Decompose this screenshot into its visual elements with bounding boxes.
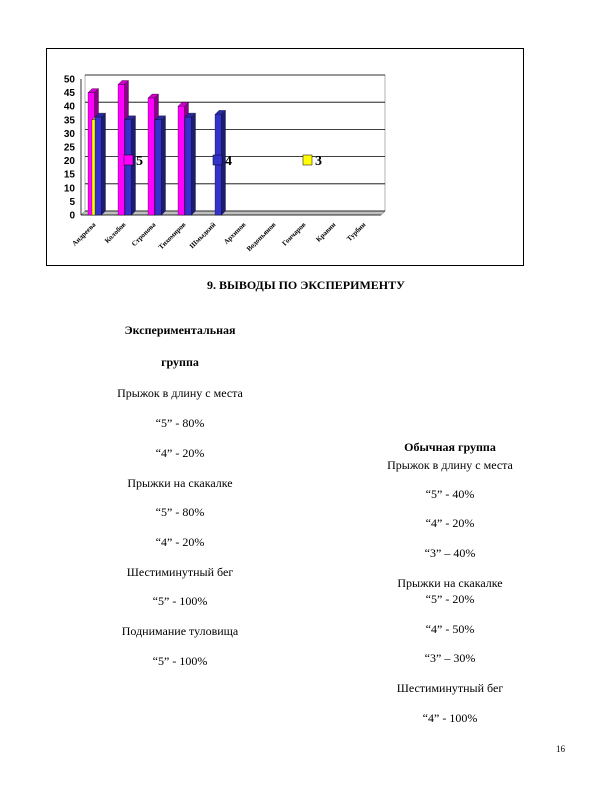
chart-y-tick-label: 20 (63, 156, 75, 168)
chart-y-tick-label: 5 (69, 196, 75, 208)
regular-group-title: Обычная группа (404, 440, 496, 454)
chart-x-tick-label: Андреева (70, 220, 98, 248)
experimental-line: Поднимание туловища (121, 624, 239, 638)
chart-x-tick-label: Шмыдкий (188, 220, 218, 251)
experimental-line: Шестиминутный бег (126, 565, 234, 579)
chart-y-tick-label: 45 (63, 88, 75, 100)
regular-line: “3” – 40% (424, 546, 476, 560)
regular-line: “4” - 100% (422, 711, 478, 725)
legend-swatch-5 (124, 155, 133, 165)
chart-y-tick-label: 50 (63, 74, 75, 86)
experimental-line: “5” - 100% (152, 654, 208, 668)
chart-y-tick-label: 15 (63, 169, 75, 181)
regular-line: “5” - 20% (425, 592, 475, 606)
chart-x-tick-label: Водопьянов (245, 220, 278, 254)
bar-series-5 (118, 84, 125, 215)
chart-x-tick-label: Колобов (103, 220, 128, 245)
bar-series-5 (178, 106, 185, 215)
experimental-line: Прыжки на скакалке (127, 476, 233, 490)
experimental-line: “5” - 80% (155, 505, 205, 519)
chart-x-tick-label: Архипов (222, 220, 248, 246)
legend-label-3: 3 (315, 154, 322, 169)
regular-line: Прыжки на скакалке (397, 576, 503, 590)
bar-side-4 (162, 116, 166, 215)
chart-svg (47, 49, 523, 265)
bar-side-4 (102, 113, 106, 215)
chart-y-tick-label: 0 (69, 210, 75, 222)
chart-x-tick-label: Гончаров (280, 220, 308, 248)
chart-y-tick-label: 10 (63, 183, 75, 195)
bar-chart (46, 48, 524, 266)
chart-x-tick-label: Турбин (345, 220, 368, 243)
regular-line: “5” - 40% (425, 487, 475, 501)
regular-line: Прыжок в длину с места (387, 458, 513, 472)
legend-label-5: 5 (136, 154, 143, 169)
page-number: 16 (556, 744, 565, 754)
legend-swatch-4 (213, 155, 222, 165)
bar-series-5 (148, 98, 155, 215)
bar-side-4 (132, 116, 136, 215)
bar-side-4 (192, 113, 196, 215)
legend-label-4: 4 (225, 154, 232, 169)
chart-y-tick-label: 30 (63, 128, 75, 140)
chart-y-tick-label: 40 (63, 101, 75, 113)
experimental-group-title-line1: Экспериментальная (124, 323, 236, 337)
bar-series-4 (125, 120, 132, 215)
experimental-line: “4” - 20% (155, 446, 205, 460)
bar-series-4 (155, 120, 162, 215)
bar-series-4 (95, 117, 102, 215)
bar-series-4 (185, 117, 192, 215)
chart-y-tick-label: 35 (63, 115, 75, 127)
chart-x-tick-label: Тихомиров (157, 220, 188, 252)
regular-line: “3” – 30% (424, 651, 476, 665)
chart-y-tick-label: 25 (63, 142, 75, 154)
experimental-line: “4” - 20% (155, 535, 205, 549)
legend-swatch-3 (303, 155, 312, 165)
experimental-line: “5” - 80% (155, 416, 205, 430)
regular-line: Шестиминутный бег (396, 681, 504, 695)
chart-x-tick-label: Кравин (314, 220, 338, 244)
experimental-group-title-line2: группа (161, 355, 199, 369)
experimental-line: “5” - 100% (152, 594, 208, 608)
experimental-line: Прыжок в длину с места (117, 386, 243, 400)
section-title: 9. ВЫВОДЫ ПО ЭКСПЕРИМЕНТУ (207, 278, 405, 292)
regular-line: “4” - 20% (425, 516, 475, 530)
regular-line: “4” - 50% (425, 622, 475, 636)
chart-x-tick-label: Стронова (130, 220, 158, 249)
